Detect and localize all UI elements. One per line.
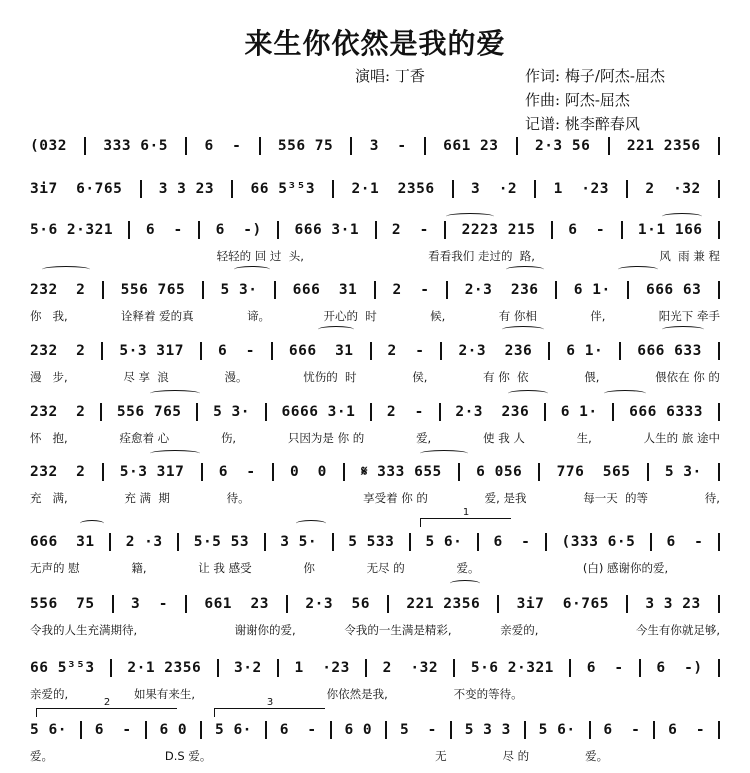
measure: 2 ·3	[125, 534, 163, 550]
barline	[332, 180, 334, 198]
lyric-segment: 让 我 感受	[198, 561, 252, 575]
measure: 6666 3·1	[281, 404, 356, 420]
measure: 3 -	[131, 596, 168, 612]
measure: 2 -	[387, 343, 425, 359]
measure: 5 3 3	[464, 722, 511, 738]
measure: 6 1·	[560, 404, 598, 420]
composer-credit: 作曲: 阿杰-屈杰	[525, 91, 630, 109]
measure: 1·1 166	[637, 222, 703, 238]
measure: 5 3·	[220, 282, 258, 298]
barline	[365, 659, 367, 677]
lyric-segment: 诠释着 爱的真	[121, 309, 194, 323]
measure: 6 -	[218, 343, 255, 359]
barline	[650, 533, 652, 551]
measure: 6 -	[204, 138, 242, 154]
measure: 661 23	[204, 596, 269, 612]
measure: 5 6·	[30, 722, 67, 738]
lyric-segment: 你依然是我,	[326, 687, 388, 701]
lyric-segment: 开心的 时	[323, 309, 377, 323]
lyric-segment: 令我的一生满是精彩,	[344, 623, 452, 637]
barline	[198, 221, 200, 239]
measure: 5 533	[348, 534, 395, 550]
barline	[272, 463, 274, 481]
measure: 221 2356	[406, 596, 481, 612]
barline	[102, 463, 104, 481]
barline	[370, 403, 372, 421]
barline	[619, 342, 621, 360]
measure: 221 2356	[626, 138, 701, 154]
measure: 5·6 2·321	[470, 660, 554, 676]
barline	[544, 403, 546, 421]
barline	[718, 595, 720, 613]
barline	[555, 281, 557, 299]
barline	[385, 721, 387, 739]
lyric-segment: 如果有来生,	[133, 687, 196, 701]
lyric-segment: D.S 爱。	[164, 749, 212, 763]
slur-mark	[604, 390, 646, 397]
lyric-segment: 候,	[430, 309, 446, 323]
lyric-segment: 看看我们 走过的 路,	[428, 249, 535, 263]
volta-bracket: 2	[36, 708, 177, 717]
barline	[627, 281, 629, 299]
measure: 556 75	[30, 596, 95, 612]
barline	[569, 659, 571, 677]
barline	[80, 721, 82, 739]
barline	[265, 403, 267, 421]
slur-mark	[446, 213, 494, 220]
measure: 6 -	[94, 722, 132, 738]
measure: 2 -	[391, 222, 429, 238]
slur-mark	[318, 326, 354, 333]
lyric-segment: 待,	[704, 491, 720, 505]
measure: 3 -	[369, 138, 407, 154]
notation-line	[30, 218, 720, 242]
measure: 2·1 2356	[351, 181, 435, 197]
measure: 5 3·	[664, 464, 702, 480]
barline	[718, 180, 720, 198]
barline	[446, 281, 448, 299]
barline	[647, 463, 649, 481]
barline	[534, 180, 536, 198]
slur-mark	[450, 580, 480, 587]
slur-mark	[150, 390, 200, 397]
lyric-segment: 爱。	[456, 561, 480, 575]
lyric-segment: 亲爱的,	[500, 623, 539, 637]
barline	[718, 533, 720, 551]
barline	[231, 180, 233, 198]
measure: 2 -	[386, 404, 424, 420]
barline	[626, 180, 628, 198]
measure: 666 63	[645, 282, 702, 298]
measure: 2·3 56	[534, 138, 591, 154]
notation-line	[30, 718, 720, 742]
barline	[621, 221, 623, 239]
lyric-segment: 使 我 人	[483, 431, 525, 445]
measure: 6 1·	[573, 282, 611, 298]
measure: 2 -	[392, 282, 430, 298]
measure: 232 2	[30, 404, 86, 420]
barline	[145, 721, 147, 739]
barline	[548, 342, 550, 360]
barline	[196, 403, 198, 421]
lyric-segment: 今生有你就足够,	[635, 623, 720, 637]
barline	[440, 342, 442, 360]
measure: 2·3 236	[464, 282, 539, 298]
measure: 5 3·	[213, 404, 250, 420]
measure: 3 ·2	[471, 181, 518, 197]
barline	[718, 221, 720, 239]
measure: 232 2	[30, 464, 86, 480]
barline	[409, 533, 411, 551]
barline	[718, 281, 720, 299]
slur-mark	[234, 266, 270, 273]
measure: 666 633	[637, 343, 702, 359]
lyric-line	[30, 686, 720, 702]
notation-line	[30, 460, 720, 484]
lyric-segment: 只因为是 你 的	[287, 431, 365, 445]
barline	[202, 281, 204, 299]
barline	[274, 281, 276, 299]
barline	[718, 463, 720, 481]
measure: 6 -	[568, 222, 606, 238]
lyric-segment: 充 满,	[30, 491, 68, 505]
barline	[718, 659, 720, 677]
measure: 5·3 317	[119, 343, 184, 359]
notation-line	[30, 177, 720, 201]
barline	[332, 533, 334, 551]
lyric-segment: 怀 抱,	[30, 431, 68, 445]
lyric-segment: 不变的等待。	[453, 687, 523, 701]
lyric-segment: 谢谢你的爱,	[234, 623, 296, 637]
barline	[265, 721, 267, 739]
notation-line	[30, 592, 720, 616]
measure: 𝄋 333 655	[361, 464, 442, 480]
lyric-segment: 侯,	[412, 370, 428, 384]
measure: 556 765	[120, 282, 186, 298]
barline	[277, 221, 279, 239]
lyric-segment: 爱,	[416, 431, 432, 445]
measure: 3 3 23	[645, 596, 701, 612]
barline	[271, 342, 273, 360]
measure: 3 3 23	[158, 181, 215, 197]
lyric-segment: 伤,	[220, 431, 237, 445]
slur-mark	[42, 266, 90, 273]
measure: 5 6·	[425, 534, 463, 550]
measure: 776 565	[556, 464, 631, 480]
notation-line	[30, 530, 720, 554]
barline	[718, 721, 720, 739]
measure: 6 056	[476, 464, 523, 480]
barline	[497, 595, 499, 613]
lyric-segment: 充 满 期	[124, 491, 170, 505]
barline	[444, 221, 446, 239]
measure: 333 6·5	[103, 138, 168, 154]
slur-mark	[150, 450, 200, 457]
measure: 6 -)	[656, 660, 703, 676]
measure: 5·3 317	[119, 464, 185, 480]
barline	[343, 463, 345, 481]
barline	[538, 463, 540, 481]
barline	[200, 721, 202, 739]
measure: 2·3 236	[455, 404, 530, 420]
barline	[718, 137, 720, 155]
barline	[112, 595, 114, 613]
barline	[524, 721, 526, 739]
lyric-segment: 人生的 旅 途中	[643, 431, 720, 445]
slur-mark	[508, 390, 548, 397]
barline	[128, 221, 130, 239]
barline	[100, 403, 102, 421]
measure: 6 -	[603, 722, 641, 738]
measure: 232 2	[30, 343, 86, 359]
measure: 666 31	[288, 343, 354, 359]
barline	[718, 403, 720, 421]
lyric-segment: 尽 享 浪	[123, 370, 169, 384]
lyric-segment: 阳光下 牵手	[658, 309, 720, 323]
barline	[84, 137, 86, 155]
measure: 666 31	[292, 282, 358, 298]
barline	[140, 180, 142, 198]
barline	[375, 221, 377, 239]
barline	[217, 659, 219, 677]
measure: 666 3·1	[294, 222, 360, 238]
slur-mark	[662, 326, 704, 333]
barline	[102, 281, 104, 299]
lyric-segment: 爱。	[30, 749, 53, 763]
measure: 6 -	[145, 222, 183, 238]
barline	[458, 463, 460, 481]
slur-mark	[296, 520, 326, 527]
lyric-segment: 漫 步,	[30, 370, 68, 384]
lyric-line	[30, 430, 720, 446]
barline	[370, 342, 372, 360]
lyric-segment: 待。	[226, 491, 250, 505]
lyric-segment: 尽 的	[502, 749, 530, 763]
measure: 3i7 6·765	[516, 596, 609, 612]
lyric-line	[30, 560, 720, 576]
barline	[374, 281, 376, 299]
lyric-segment: 有 你 依	[483, 370, 529, 384]
barline	[387, 595, 389, 613]
barline	[201, 463, 203, 481]
lyric-line	[30, 748, 720, 764]
barline	[718, 342, 720, 360]
volta-bracket: 3	[214, 708, 325, 717]
lyric-segment: 生,	[576, 431, 592, 445]
barline	[424, 137, 426, 155]
measure: 666 31	[30, 534, 95, 550]
lyric-segment: 忧伤的 时	[303, 370, 357, 384]
barline	[110, 659, 112, 677]
measure: 6 -	[586, 660, 624, 676]
measure: 666 6333	[629, 404, 704, 420]
measure: 2 ·32	[382, 660, 439, 676]
measure: 66 5³⁵3	[250, 181, 316, 197]
barline	[177, 533, 179, 551]
measure: 556 765	[116, 404, 182, 420]
notation-line	[30, 278, 720, 302]
barline	[639, 659, 641, 677]
measure: 5 6·	[214, 722, 252, 738]
measure: 5·6 2·321	[30, 222, 114, 238]
measure: 556 75	[277, 138, 334, 154]
measure: 2·3 56	[305, 596, 370, 612]
measure: 1 ·23	[294, 660, 350, 676]
lyric-line	[30, 308, 720, 324]
slur-mark	[506, 266, 544, 273]
lyric-segment: 痊愈着 心	[119, 431, 170, 445]
barline	[350, 137, 352, 155]
lyric-segment: 有 你相	[498, 309, 537, 323]
barline	[101, 342, 103, 360]
lyric-line	[30, 248, 720, 264]
lyric-segment: 谛。	[247, 309, 271, 323]
notation-line	[30, 134, 720, 158]
lyric-segment: 偎,	[584, 370, 600, 384]
singer-credit: 演唱: 丁香	[355, 67, 425, 85]
lyric-segment: 无尽 的	[366, 561, 405, 575]
measure: 6 -	[666, 534, 704, 550]
lyric-segment: 亲爱的,	[30, 687, 69, 701]
lyric-segment: 每一天 的等	[583, 491, 649, 505]
barline	[277, 659, 279, 677]
measure: 66 5³⁵3	[30, 660, 95, 676]
lyric-segment: (白) 感谢你的爱,	[582, 561, 669, 575]
lyric-line	[30, 369, 720, 385]
measure: 232 2	[30, 282, 86, 298]
lyric-segment: 轻轻的 回 过 头,	[216, 249, 304, 263]
measure: 1 ·23	[553, 181, 609, 197]
measure: 0 0	[289, 464, 327, 480]
notation-line	[30, 339, 720, 363]
barline	[589, 721, 591, 739]
slur-mark	[662, 213, 702, 220]
measure: 6 -	[493, 534, 531, 550]
measure: 5 -	[399, 722, 437, 738]
lyric-segment: 无	[435, 749, 447, 763]
lyric-segment: 偎依在 你 的	[655, 370, 720, 384]
measure: 6 0	[344, 722, 373, 738]
barline	[450, 721, 452, 739]
measure: 3·2	[234, 660, 262, 676]
song-title: 来生你依然是我的爱	[244, 27, 506, 60]
lyric-segment: 爱, 是我	[484, 491, 527, 505]
barline	[545, 533, 547, 551]
barline	[259, 137, 261, 155]
measure: 6 -	[668, 722, 706, 738]
measure: (333 6·5	[561, 534, 636, 550]
measure: 6 0	[159, 722, 188, 738]
measure: 2·3 236	[458, 343, 533, 359]
barline	[200, 342, 202, 360]
slur-mark	[502, 326, 544, 333]
lyric-segment: 无声的 慰	[30, 561, 80, 575]
transcriber-credit: 记谱: 桃李醉春风	[525, 115, 640, 133]
barline	[477, 533, 479, 551]
measure: 5·5 53	[193, 534, 250, 550]
lyric-segment: 风 雨 兼 程	[659, 249, 720, 263]
lyric-segment: 你	[303, 561, 315, 575]
barline	[653, 721, 655, 739]
slur-mark	[420, 450, 468, 457]
barline	[185, 137, 187, 155]
barline	[453, 659, 455, 677]
lyric-segment: 籍,	[131, 561, 147, 575]
barline	[608, 137, 610, 155]
notation-line	[30, 400, 720, 424]
measure: 6 1·	[566, 343, 604, 359]
barline	[551, 221, 553, 239]
barline	[286, 595, 288, 613]
barline	[439, 403, 441, 421]
measure: 6 -)	[215, 222, 262, 238]
measure: 6 -	[218, 464, 256, 480]
measure: 2 ·32	[645, 181, 701, 197]
lyric-segment: 令我的人生充满期待,	[30, 623, 138, 637]
barline	[109, 533, 111, 551]
measure: 3i7 6·765	[30, 181, 123, 197]
measure: 3 5·	[280, 534, 318, 550]
barline	[185, 595, 187, 613]
slur-mark	[618, 266, 658, 273]
lyric-segment: 漫。	[224, 370, 248, 384]
barline	[264, 533, 266, 551]
barline	[516, 137, 518, 155]
measure: 661 23	[443, 138, 499, 154]
barline	[626, 595, 628, 613]
barline	[612, 403, 614, 421]
measure: 2223 215	[461, 222, 536, 238]
lyric-segment: 伴,	[590, 309, 606, 323]
slur-mark	[80, 520, 104, 527]
lyric-line	[30, 490, 720, 506]
measure: 5 6·	[538, 722, 576, 738]
lyricist-credit: 作词: 梅子/阿杰-屈杰	[525, 67, 665, 85]
notation-line	[30, 656, 720, 680]
volta-bracket: 1	[420, 518, 511, 527]
measure: (032	[30, 138, 67, 154]
lyric-segment: 享受着 你 的	[363, 491, 428, 505]
lyric-segment: 你 我,	[30, 309, 68, 323]
barline	[452, 180, 454, 198]
lyric-segment: 爱。	[585, 749, 609, 763]
lyric-line	[30, 622, 720, 638]
barline	[330, 721, 332, 739]
measure: 2·1 2356	[127, 660, 202, 676]
measure: 6 -	[279, 722, 317, 738]
